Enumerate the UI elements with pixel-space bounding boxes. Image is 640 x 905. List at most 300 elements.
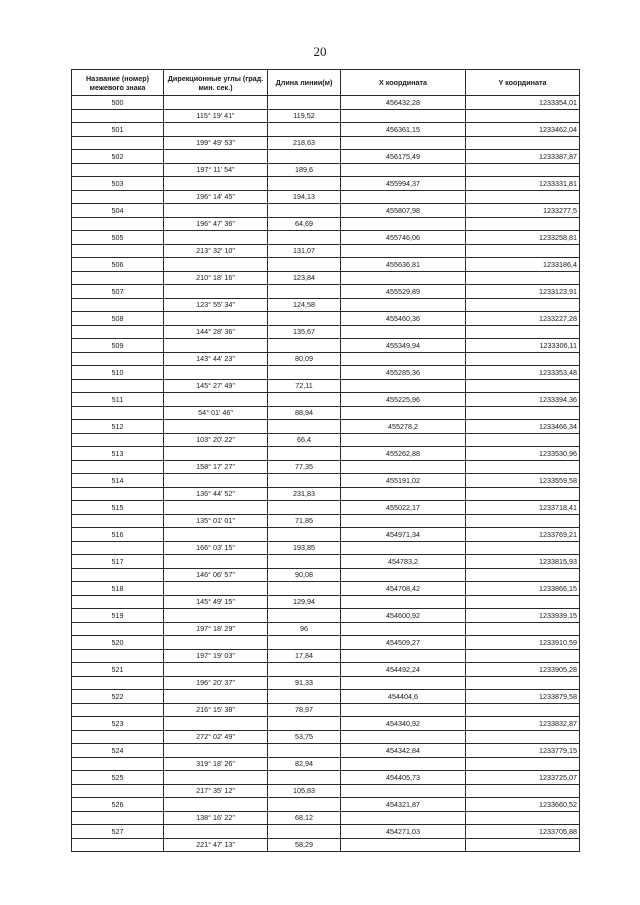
cell-line-length: 218,63 xyxy=(268,136,341,150)
cell-direction-angle: 138° 16' 22" xyxy=(164,811,268,825)
header-x: X координата xyxy=(341,70,466,96)
cell-y-coordinate xyxy=(466,757,580,771)
cell-marker-name: 502 xyxy=(72,150,164,164)
cell-x-coordinate: 455529,89 xyxy=(341,285,466,299)
cell-x-coordinate xyxy=(341,811,466,825)
table-row xyxy=(72,312,580,326)
cell-marker-name: 514 xyxy=(72,474,164,488)
cell-y-coordinate xyxy=(466,676,580,690)
table-row xyxy=(72,717,580,731)
cell-x-coordinate xyxy=(341,298,466,312)
table-row xyxy=(72,325,580,339)
cell-line-length: 88,94 xyxy=(268,406,341,420)
cell-marker-name xyxy=(72,784,164,798)
cell-line-length: 78,97 xyxy=(268,703,341,717)
cell-line-length: 96 xyxy=(268,622,341,636)
cell-direction-angle xyxy=(164,420,268,434)
cell-y-coordinate xyxy=(466,379,580,393)
cell-x-coordinate: 454492,24 xyxy=(341,663,466,677)
cell-line-length xyxy=(268,231,341,245)
cell-line-length xyxy=(268,474,341,488)
table-row xyxy=(72,352,580,366)
cell-marker-name: 510 xyxy=(72,366,164,380)
cell-line-length xyxy=(268,204,341,218)
cell-y-coordinate xyxy=(466,730,580,744)
coordinates-table xyxy=(71,69,580,852)
table-row xyxy=(72,298,580,312)
table-row xyxy=(72,393,580,407)
cell-y-coordinate xyxy=(466,568,580,582)
cell-marker-name: 504 xyxy=(72,204,164,218)
cell-y-coordinate: 1233905,28 xyxy=(466,663,580,677)
table-row xyxy=(72,190,580,204)
cell-direction-angle xyxy=(164,285,268,299)
cell-line-length: 53,75 xyxy=(268,730,341,744)
cell-direction-angle xyxy=(164,501,268,515)
cell-marker-name xyxy=(72,487,164,501)
cell-y-coordinate: 1233186,4 xyxy=(466,258,580,272)
cell-y-coordinate xyxy=(466,190,580,204)
cell-marker-name xyxy=(72,379,164,393)
cell-y-coordinate: 1233866,15 xyxy=(466,582,580,596)
cell-direction-angle xyxy=(164,339,268,353)
table-row xyxy=(72,474,580,488)
cell-y-coordinate: 1233466,34 xyxy=(466,420,580,434)
cell-y-coordinate: 1233353,48 xyxy=(466,366,580,380)
cell-line-length xyxy=(268,717,341,731)
cell-line-length: 189,6 xyxy=(268,163,341,177)
table-row xyxy=(72,123,580,137)
table-row xyxy=(72,676,580,690)
cell-y-coordinate xyxy=(466,109,580,123)
header-y: Y координата xyxy=(466,70,580,96)
cell-x-coordinate xyxy=(341,109,466,123)
cell-x-coordinate xyxy=(341,703,466,717)
cell-marker-name xyxy=(72,298,164,312)
cell-marker-name xyxy=(72,838,164,852)
cell-y-coordinate: 1233258,81 xyxy=(466,231,580,245)
cell-line-length xyxy=(268,366,341,380)
cell-marker-name: 500 xyxy=(72,96,164,110)
cell-marker-name: 505 xyxy=(72,231,164,245)
cell-y-coordinate xyxy=(466,784,580,798)
cell-direction-angle: 145° 27' 49" xyxy=(164,379,268,393)
cell-marker-name: 525 xyxy=(72,771,164,785)
table-row xyxy=(72,136,580,150)
cell-x-coordinate xyxy=(341,622,466,636)
cell-direction-angle: 135° 01' 01" xyxy=(164,514,268,528)
cell-direction-angle xyxy=(164,231,268,245)
cell-marker-name: 519 xyxy=(72,609,164,623)
cell-line-length: 105,83 xyxy=(268,784,341,798)
cell-line-length xyxy=(268,393,341,407)
cell-direction-angle: 54° 01' 46" xyxy=(164,406,268,420)
cell-line-length: 123,84 xyxy=(268,271,341,285)
cell-marker-name: 512 xyxy=(72,420,164,434)
cell-line-length xyxy=(268,339,341,353)
table-row xyxy=(72,258,580,272)
cell-line-length xyxy=(268,501,341,515)
cell-x-coordinate xyxy=(341,136,466,150)
cell-marker-name xyxy=(72,622,164,636)
cell-line-length: 64,69 xyxy=(268,217,341,231)
table-row xyxy=(72,339,580,353)
cell-direction-angle: 319° 18' 26" xyxy=(164,757,268,771)
cell-direction-angle: 217° 35' 12" xyxy=(164,784,268,798)
cell-y-coordinate: 1233832,87 xyxy=(466,717,580,731)
cell-marker-name xyxy=(72,352,164,366)
cell-direction-angle: 144° 28' 36" xyxy=(164,325,268,339)
cell-direction-angle xyxy=(164,447,268,461)
table-row xyxy=(72,271,580,285)
cell-x-coordinate xyxy=(341,514,466,528)
cell-direction-angle: 196° 47' 36" xyxy=(164,217,268,231)
cell-x-coordinate xyxy=(341,244,466,258)
cell-direction-angle xyxy=(164,609,268,623)
cell-direction-angle xyxy=(164,663,268,677)
cell-x-coordinate xyxy=(341,757,466,771)
cell-x-coordinate: 455349,94 xyxy=(341,339,466,353)
cell-direction-angle xyxy=(164,474,268,488)
cell-marker-name: 518 xyxy=(72,582,164,596)
cell-marker-name: 520 xyxy=(72,636,164,650)
cell-line-length: 194,13 xyxy=(268,190,341,204)
cell-y-coordinate: 1233394,36 xyxy=(466,393,580,407)
cell-x-coordinate: 456175,49 xyxy=(341,150,466,164)
cell-line-length xyxy=(268,609,341,623)
cell-direction-angle: 216° 15' 38" xyxy=(164,703,268,717)
cell-x-coordinate xyxy=(341,784,466,798)
cell-x-coordinate: 454271,03 xyxy=(341,825,466,839)
cell-x-coordinate xyxy=(341,460,466,474)
cell-marker-name: 511 xyxy=(72,393,164,407)
cell-line-length: 17,84 xyxy=(268,649,341,663)
cell-x-coordinate xyxy=(341,730,466,744)
cell-y-coordinate xyxy=(466,460,580,474)
table-header xyxy=(72,70,580,96)
cell-direction-angle: 199° 49' 53" xyxy=(164,136,268,150)
table-row xyxy=(72,163,580,177)
cell-x-coordinate: 455278,2 xyxy=(341,420,466,434)
cell-x-coordinate: 454783,2 xyxy=(341,555,466,569)
cell-y-coordinate xyxy=(466,541,580,555)
cell-direction-angle: 210° 18' 16" xyxy=(164,271,268,285)
table-row xyxy=(72,109,580,123)
cell-y-coordinate xyxy=(466,325,580,339)
cell-y-coordinate xyxy=(466,649,580,663)
table-row xyxy=(72,433,580,447)
cell-direction-angle: 166° 03' 15" xyxy=(164,541,268,555)
cell-line-length xyxy=(268,312,341,326)
cell-direction-angle xyxy=(164,582,268,596)
table-row xyxy=(72,609,580,623)
cell-marker-name xyxy=(72,460,164,474)
cell-line-length: 80,09 xyxy=(268,352,341,366)
cell-marker-name xyxy=(72,541,164,555)
cell-x-coordinate xyxy=(341,595,466,609)
cell-x-coordinate: 454405,73 xyxy=(341,771,466,785)
table-row xyxy=(72,555,580,569)
cell-direction-angle: 196° 14' 45" xyxy=(164,190,268,204)
cell-x-coordinate xyxy=(341,217,466,231)
table-row xyxy=(72,568,580,582)
cell-marker-name xyxy=(72,703,164,717)
table-row xyxy=(72,217,580,231)
table-row xyxy=(72,379,580,393)
cell-y-coordinate xyxy=(466,163,580,177)
cell-y-coordinate: 1233725,07 xyxy=(466,771,580,785)
cell-line-length: 82,94 xyxy=(268,757,341,771)
cell-marker-name: 513 xyxy=(72,447,164,461)
header-row xyxy=(72,70,580,96)
cell-direction-angle xyxy=(164,96,268,110)
table-row xyxy=(72,96,580,110)
cell-x-coordinate xyxy=(341,433,466,447)
cell-line-length xyxy=(268,285,341,299)
cell-x-coordinate xyxy=(341,568,466,582)
cell-x-coordinate: 454321,87 xyxy=(341,798,466,812)
cell-line-length xyxy=(268,528,341,542)
cell-marker-name: 516 xyxy=(72,528,164,542)
cell-y-coordinate: 1233879,58 xyxy=(466,690,580,704)
header-length: Длина линии(м) xyxy=(268,70,341,96)
cell-x-coordinate: 455285,36 xyxy=(341,366,466,380)
cell-line-length: 124,58 xyxy=(268,298,341,312)
cell-marker-name xyxy=(72,649,164,663)
cell-x-coordinate xyxy=(341,271,466,285)
cell-marker-name: 509 xyxy=(72,339,164,353)
cell-x-coordinate: 454708,42 xyxy=(341,582,466,596)
table-row xyxy=(72,204,580,218)
cell-line-length: 131,07 xyxy=(268,244,341,258)
cell-direction-angle xyxy=(164,258,268,272)
table-row xyxy=(72,460,580,474)
table-row xyxy=(72,528,580,542)
cell-direction-angle xyxy=(164,636,268,650)
cell-direction-angle xyxy=(164,717,268,731)
cell-y-coordinate: 1233331,81 xyxy=(466,177,580,191)
cell-y-coordinate xyxy=(466,271,580,285)
table-row xyxy=(72,595,580,609)
cell-direction-angle xyxy=(164,825,268,839)
cell-marker-name: 522 xyxy=(72,690,164,704)
cell-y-coordinate xyxy=(466,136,580,150)
cell-y-coordinate xyxy=(466,703,580,717)
table-row xyxy=(72,582,580,596)
cell-direction-angle xyxy=(164,177,268,191)
cell-x-coordinate xyxy=(341,676,466,690)
cell-y-coordinate xyxy=(466,514,580,528)
table-row xyxy=(72,541,580,555)
cell-line-length: 68,12 xyxy=(268,811,341,825)
cell-y-coordinate xyxy=(466,298,580,312)
cell-line-length xyxy=(268,123,341,137)
cell-direction-angle: 213° 32' 10" xyxy=(164,244,268,258)
table-row xyxy=(72,838,580,852)
cell-y-coordinate: 1233462,04 xyxy=(466,123,580,137)
cell-x-coordinate: 455191,02 xyxy=(341,474,466,488)
cell-y-coordinate: 1233559,58 xyxy=(466,474,580,488)
cell-line-length xyxy=(268,258,341,272)
cell-direction-angle: 197° 18' 29" xyxy=(164,622,268,636)
cell-line-length: 231,83 xyxy=(268,487,341,501)
cell-y-coordinate: 1233227,28 xyxy=(466,312,580,326)
cell-direction-angle xyxy=(164,690,268,704)
cell-y-coordinate xyxy=(466,487,580,501)
cell-y-coordinate: 1233705,88 xyxy=(466,825,580,839)
cell-direction-angle: 146° 06' 57" xyxy=(164,568,268,582)
cell-marker-name: 506 xyxy=(72,258,164,272)
cell-marker-name xyxy=(72,676,164,690)
cell-marker-name xyxy=(72,514,164,528)
cell-marker-name: 524 xyxy=(72,744,164,758)
cell-marker-name xyxy=(72,190,164,204)
cell-marker-name xyxy=(72,163,164,177)
cell-direction-angle xyxy=(164,528,268,542)
cell-direction-angle xyxy=(164,555,268,569)
table-row xyxy=(72,811,580,825)
cell-direction-angle: 158° 17' 27" xyxy=(164,460,268,474)
table-row xyxy=(72,636,580,650)
header-name: Название (номер) межевого знака xyxy=(72,70,164,96)
cell-x-coordinate: 455807,98 xyxy=(341,204,466,218)
table-row xyxy=(72,771,580,785)
table-row xyxy=(72,784,580,798)
cell-y-coordinate: 1233910,59 xyxy=(466,636,580,650)
cell-marker-name: 515 xyxy=(72,501,164,515)
cell-marker-name: 517 xyxy=(72,555,164,569)
cell-x-coordinate: 455262,88 xyxy=(341,447,466,461)
table-row xyxy=(72,703,580,717)
cell-line-length: 119,52 xyxy=(268,109,341,123)
cell-marker-name xyxy=(72,568,164,582)
cell-y-coordinate: 1233815,93 xyxy=(466,555,580,569)
cell-x-coordinate: 456432,28 xyxy=(341,96,466,110)
cell-marker-name xyxy=(72,136,164,150)
cell-marker-name xyxy=(72,217,164,231)
cell-marker-name: 508 xyxy=(72,312,164,326)
cell-marker-name: 501 xyxy=(72,123,164,137)
cell-direction-angle: 103° 20' 22" xyxy=(164,433,268,447)
cell-x-coordinate: 454342,84 xyxy=(341,744,466,758)
cell-line-length: 72,11 xyxy=(268,379,341,393)
table-row xyxy=(72,487,580,501)
cell-line-length: 90,08 xyxy=(268,568,341,582)
cell-line-length xyxy=(268,150,341,164)
cell-line-length xyxy=(268,798,341,812)
table-row xyxy=(72,177,580,191)
cell-x-coordinate: 454509,27 xyxy=(341,636,466,650)
cell-direction-angle: 115° 19' 41" xyxy=(164,109,268,123)
cell-direction-angle: 136° 44' 52" xyxy=(164,487,268,501)
table-row xyxy=(72,798,580,812)
cell-line-length: 58,29 xyxy=(268,838,341,852)
cell-x-coordinate xyxy=(341,352,466,366)
cell-x-coordinate: 455225,96 xyxy=(341,393,466,407)
cell-y-coordinate: 1233387,87 xyxy=(466,150,580,164)
cell-line-length xyxy=(268,744,341,758)
cell-line-length xyxy=(268,96,341,110)
cell-line-length: 77,35 xyxy=(268,460,341,474)
cell-y-coordinate xyxy=(466,433,580,447)
cell-direction-angle: 221° 47' 13" xyxy=(164,838,268,852)
cell-y-coordinate: 1233939,15 xyxy=(466,609,580,623)
cell-direction-angle: 123° 55' 34" xyxy=(164,298,268,312)
cell-line-length: 66,4 xyxy=(268,433,341,447)
cell-y-coordinate xyxy=(466,244,580,258)
cell-marker-name xyxy=(72,595,164,609)
cell-y-coordinate xyxy=(466,352,580,366)
table-row xyxy=(72,757,580,771)
page-number: 20 xyxy=(313,44,327,59)
cell-marker-name xyxy=(72,811,164,825)
cell-line-length xyxy=(268,663,341,677)
cell-marker-name: 526 xyxy=(72,798,164,812)
cell-marker-name: 527 xyxy=(72,825,164,839)
cell-direction-angle: 196° 20' 37" xyxy=(164,676,268,690)
cell-marker-name xyxy=(72,325,164,339)
table-row xyxy=(72,663,580,677)
cell-marker-name xyxy=(72,271,164,285)
cell-y-coordinate: 1233530,96 xyxy=(466,447,580,461)
table-row xyxy=(72,285,580,299)
cell-x-coordinate: 454404,6 xyxy=(341,690,466,704)
cell-y-coordinate: 1233277,5 xyxy=(466,204,580,218)
table-row xyxy=(72,825,580,839)
cell-line-length xyxy=(268,825,341,839)
cell-direction-angle xyxy=(164,771,268,785)
cell-y-coordinate: 1233123,91 xyxy=(466,285,580,299)
cell-marker-name: 507 xyxy=(72,285,164,299)
cell-x-coordinate: 456361,15 xyxy=(341,123,466,137)
table-row xyxy=(72,622,580,636)
cell-x-coordinate xyxy=(341,487,466,501)
cell-direction-angle: 197° 11' 54" xyxy=(164,163,268,177)
cell-marker-name xyxy=(72,109,164,123)
table-row xyxy=(72,501,580,515)
cell-x-coordinate xyxy=(341,190,466,204)
cell-x-coordinate: 455994,37 xyxy=(341,177,466,191)
table-row xyxy=(72,244,580,258)
cell-x-coordinate xyxy=(341,379,466,393)
cell-line-length: 91,33 xyxy=(268,676,341,690)
cell-direction-angle: 145° 49' 15" xyxy=(164,595,268,609)
cell-marker-name xyxy=(72,244,164,258)
cell-direction-angle xyxy=(164,366,268,380)
table-row xyxy=(72,231,580,245)
cell-direction-angle: 197° 19' 03" xyxy=(164,649,268,663)
cell-x-coordinate xyxy=(341,406,466,420)
cell-direction-angle xyxy=(164,393,268,407)
cell-y-coordinate xyxy=(466,217,580,231)
cell-line-length xyxy=(268,771,341,785)
cell-marker-name: 521 xyxy=(72,663,164,677)
cell-y-coordinate xyxy=(466,811,580,825)
cell-line-length xyxy=(268,555,341,569)
cell-y-coordinate xyxy=(466,595,580,609)
cell-x-coordinate xyxy=(341,325,466,339)
cell-line-length xyxy=(268,177,341,191)
cell-line-length xyxy=(268,636,341,650)
table-row xyxy=(72,447,580,461)
cell-y-coordinate xyxy=(466,622,580,636)
cell-line-length: 129,94 xyxy=(268,595,341,609)
table-row xyxy=(72,150,580,164)
table-row xyxy=(72,730,580,744)
cell-x-coordinate: 454340,92 xyxy=(341,717,466,731)
cell-x-coordinate: 455746,06 xyxy=(341,231,466,245)
cell-line-length: 71,85 xyxy=(268,514,341,528)
